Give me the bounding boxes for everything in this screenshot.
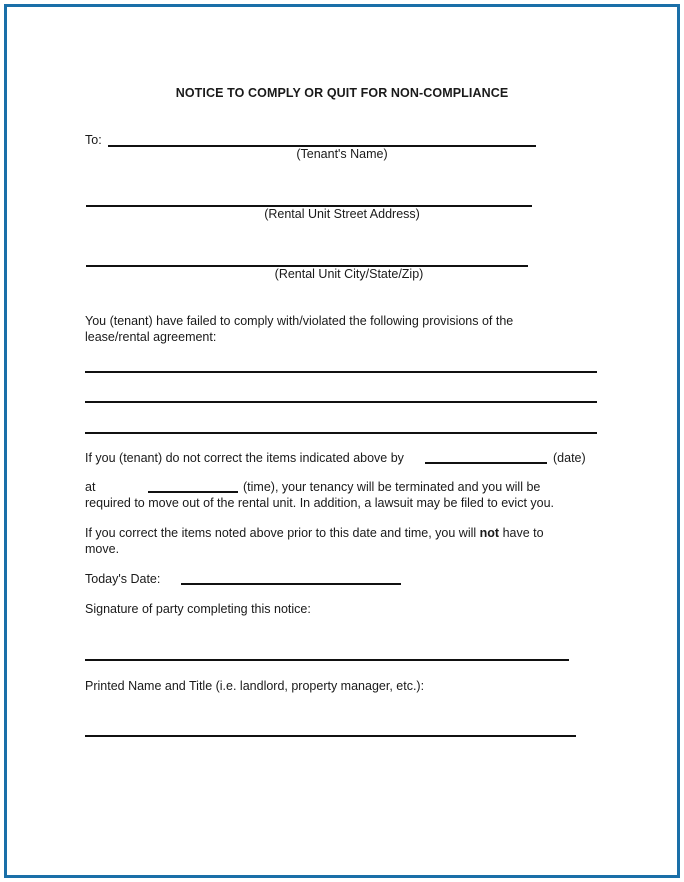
city-state-zip-caption: (Rental Unit City/State/Zip)	[274, 267, 424, 281]
date-label: (date)	[553, 451, 586, 465]
at-label: at	[85, 480, 96, 494]
if-correct-text-a: If you correct the items noted above prior to this date and time, you will	[85, 526, 477, 540]
if-correct-text	[85, 525, 544, 541]
to-label: To:	[85, 133, 102, 147]
violation-line-1[interactable]	[85, 371, 597, 373]
if-correct-bold: not	[479, 526, 500, 540]
violation-text-line2: lease/rental agreement:	[85, 330, 217, 344]
violation-line-3[interactable]	[85, 432, 597, 434]
document-title: NOTICE TO COMPLY OR QUIT FOR NON-COMPLIANCE	[175, 86, 509, 100]
violation-text-line1: You (tenant) have failed to comply with/violated the following provisions of the	[85, 314, 514, 328]
signature-line[interactable]	[85, 659, 569, 661]
time-text: (time), your tenancy will be terminated and you will be	[243, 480, 541, 494]
street-address-caption: (Rental Unit Street Address)	[264, 207, 420, 221]
move-text: move.	[85, 542, 120, 556]
violation-line-2[interactable]	[85, 401, 597, 403]
todays-date-label: Today's Date:	[85, 572, 161, 586]
todays-date-line[interactable]	[181, 583, 401, 585]
if-correct-text-b: have to	[502, 526, 544, 540]
correct-by-text: If you (tenant) do not correct the items indicated above by	[85, 451, 404, 465]
required-move-text: required to move out of the rental unit. In addition, a lawsuit may be filed to evict you.	[85, 496, 555, 510]
printed-name-line[interactable]	[85, 735, 576, 737]
correct-by-date-line[interactable]	[425, 462, 547, 464]
signature-label: Signature of party completing this notice:	[85, 602, 311, 616]
tenant-name-caption: (Tenant's Name)	[296, 147, 388, 161]
time-line[interactable]	[148, 491, 238, 493]
printed-name-label: Printed Name and Title (i.e. landlord, property manager, etc.):	[85, 679, 425, 693]
page-border	[4, 4, 680, 878]
